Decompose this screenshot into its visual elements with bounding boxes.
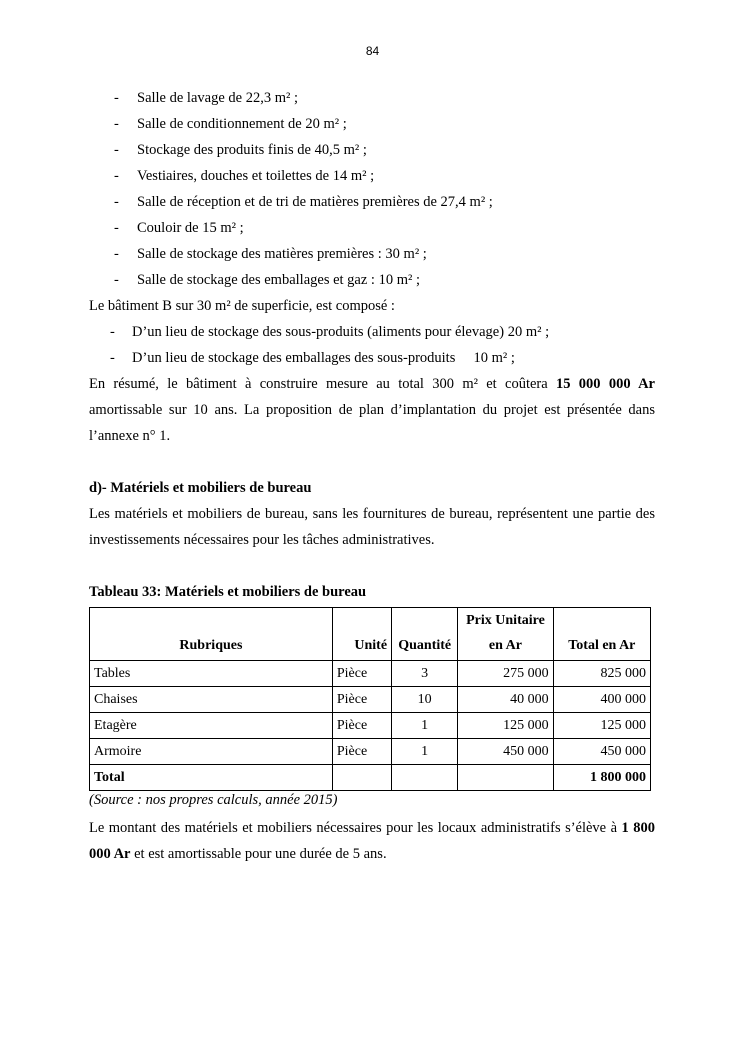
list-item: - D’un lieu de stockage des emballages des sous-produits 10 m² ; [110,350,515,366]
resume-text-1: En résumé, le bâtiment à construire mesure au total 300 m² et coûtera [89,376,556,392]
table-row [90,661,651,687]
list-item: - Salle de stockage des emballages et gaz : 10 m² ; [114,272,420,288]
table-row [90,739,651,765]
cell-empty [458,765,553,791]
cell-prix: 125 000 [458,713,553,739]
cell-unite: Pièce [332,661,391,687]
resume-amount: 15 000 000 Ar [555,376,655,392]
resume-text-2: amortissable sur 10 ans. La proposition de plan d’implantation du projet est présentée dans l’annexe n° 1. [89,402,655,444]
list-item-text: D’un lieu de stockage des emballages des sous-produits 10 m² ; [132,350,515,366]
conclusion-text-1: Le montant des matériels et mobiliers nécessaires pour les locaux administratifs s’élève à [89,820,622,836]
list-item: - Couloir de 15 m² ; [114,220,244,236]
list-item: - D’un lieu de stockage des sous-produits (aliments pour élevage) 20 m² ; [110,324,550,340]
list-item: - Stockage des produits finis de 40,5 m² ; [114,142,367,158]
cell-prix: 450 000 [458,739,553,765]
cell-quantite: 1 [392,713,458,739]
header-rubriques: Rubriques [90,608,333,661]
equipment-table [89,607,651,791]
list-item-text: Salle de lavage de 22,3 m² ; [137,90,298,106]
list-item: - Salle de conditionnement de 20 m² ; [114,116,347,132]
cell-total: 825 000 [553,661,650,687]
section-heading: d)- Matériels et mobiliers de bureau [89,480,312,496]
list-item-text: Salle de réception et de tri de matières premières de 27,4 m² ; [137,194,493,210]
section-paragraph: Les matériels et mobiliers de bureau, sans les fournitures de bureau, représentent une partie des investissements nécessaires pour les tâches administratives. [89,506,655,548]
cell-unite: Pièce [332,739,391,765]
page-content [89,85,655,867]
cell-total-label: Total [90,765,333,791]
header-unite: Unité [332,608,391,661]
cell-unite: Pièce [332,687,391,713]
page-number: 84 [365,44,380,58]
cell-rubrique: Chaises [90,687,333,713]
cell-rubrique: Armoire [90,739,333,765]
table-row [90,713,651,739]
header-prix-unitaire [458,608,553,661]
conclusion-paragraph [89,815,655,867]
batiment-b-intro: Le bâtiment B sur 30 m² de superficie, est composé : [89,298,395,314]
header-quantite: Quantité [392,608,458,661]
cell-empty [332,765,391,791]
header-prix-line2: en Ar [488,638,522,653]
cell-quantite: 3 [392,661,458,687]
list-item: - Salle de lavage de 22,3 m² ; [114,90,298,106]
list-item: - Salle de réception et de tri de matières premières de 27,4 m² ; [114,194,493,210]
cell-total-value: 1 800 000 [553,765,650,791]
list-item: - Vestiaires, douches et toilettes de 14 m² ; [114,168,375,184]
batiment-b-list [89,319,655,371]
list-item-text: Couloir de 15 m² ; [137,220,244,236]
conclusion-text-2: et est amortissable pour une durée de 5 ans. [130,846,387,862]
list-item-text: D’un lieu de stockage des sous-produits (aliments pour élevage) 20 m² ; [132,324,550,340]
resume-paragraph [89,371,655,449]
table-total-row [90,765,651,791]
cell-rubrique: Tables [90,661,333,687]
list-item-text: Stockage des produits finis de 40,5 m² ; [137,142,367,158]
cell-total: 450 000 [553,739,650,765]
cell-total: 125 000 [553,713,650,739]
conclusion-amount: 1 800 000 Ar [89,820,655,862]
cell-rubrique: Etagère [90,713,333,739]
list-item-text: Salle de conditionnement de 20 m² ; [137,116,347,132]
list-item-text: Salle de stockage des emballages et gaz : 10 m² ; [137,272,420,288]
cell-total: 400 000 [553,687,650,713]
table-header-row [90,608,651,661]
header-prix-line1: Prix Unitaire [466,613,545,628]
table-caption: Tableau 33: Matériels et mobiliers de bureau [89,584,367,600]
list-item-text: Vestiaires, douches et toilettes de 14 m² ; [137,168,375,184]
cell-empty [392,765,458,791]
cell-prix: 40 000 [458,687,553,713]
header-total: Total en Ar [553,608,650,661]
cell-quantite: 1 [392,739,458,765]
table-source: (Source : nos propres calculs, année 2015) [89,792,338,808]
list-item-text: Salle de stockage des matières premières : 30 m² ; [137,246,427,262]
list-item: - Salle de stockage des matières premières : 30 m² ; [114,246,427,262]
table-row [90,687,651,713]
cell-unite: Pièce [332,713,391,739]
cell-prix: 275 000 [458,661,553,687]
cell-quantite: 10 [392,687,458,713]
batiment-a-list [89,85,655,293]
